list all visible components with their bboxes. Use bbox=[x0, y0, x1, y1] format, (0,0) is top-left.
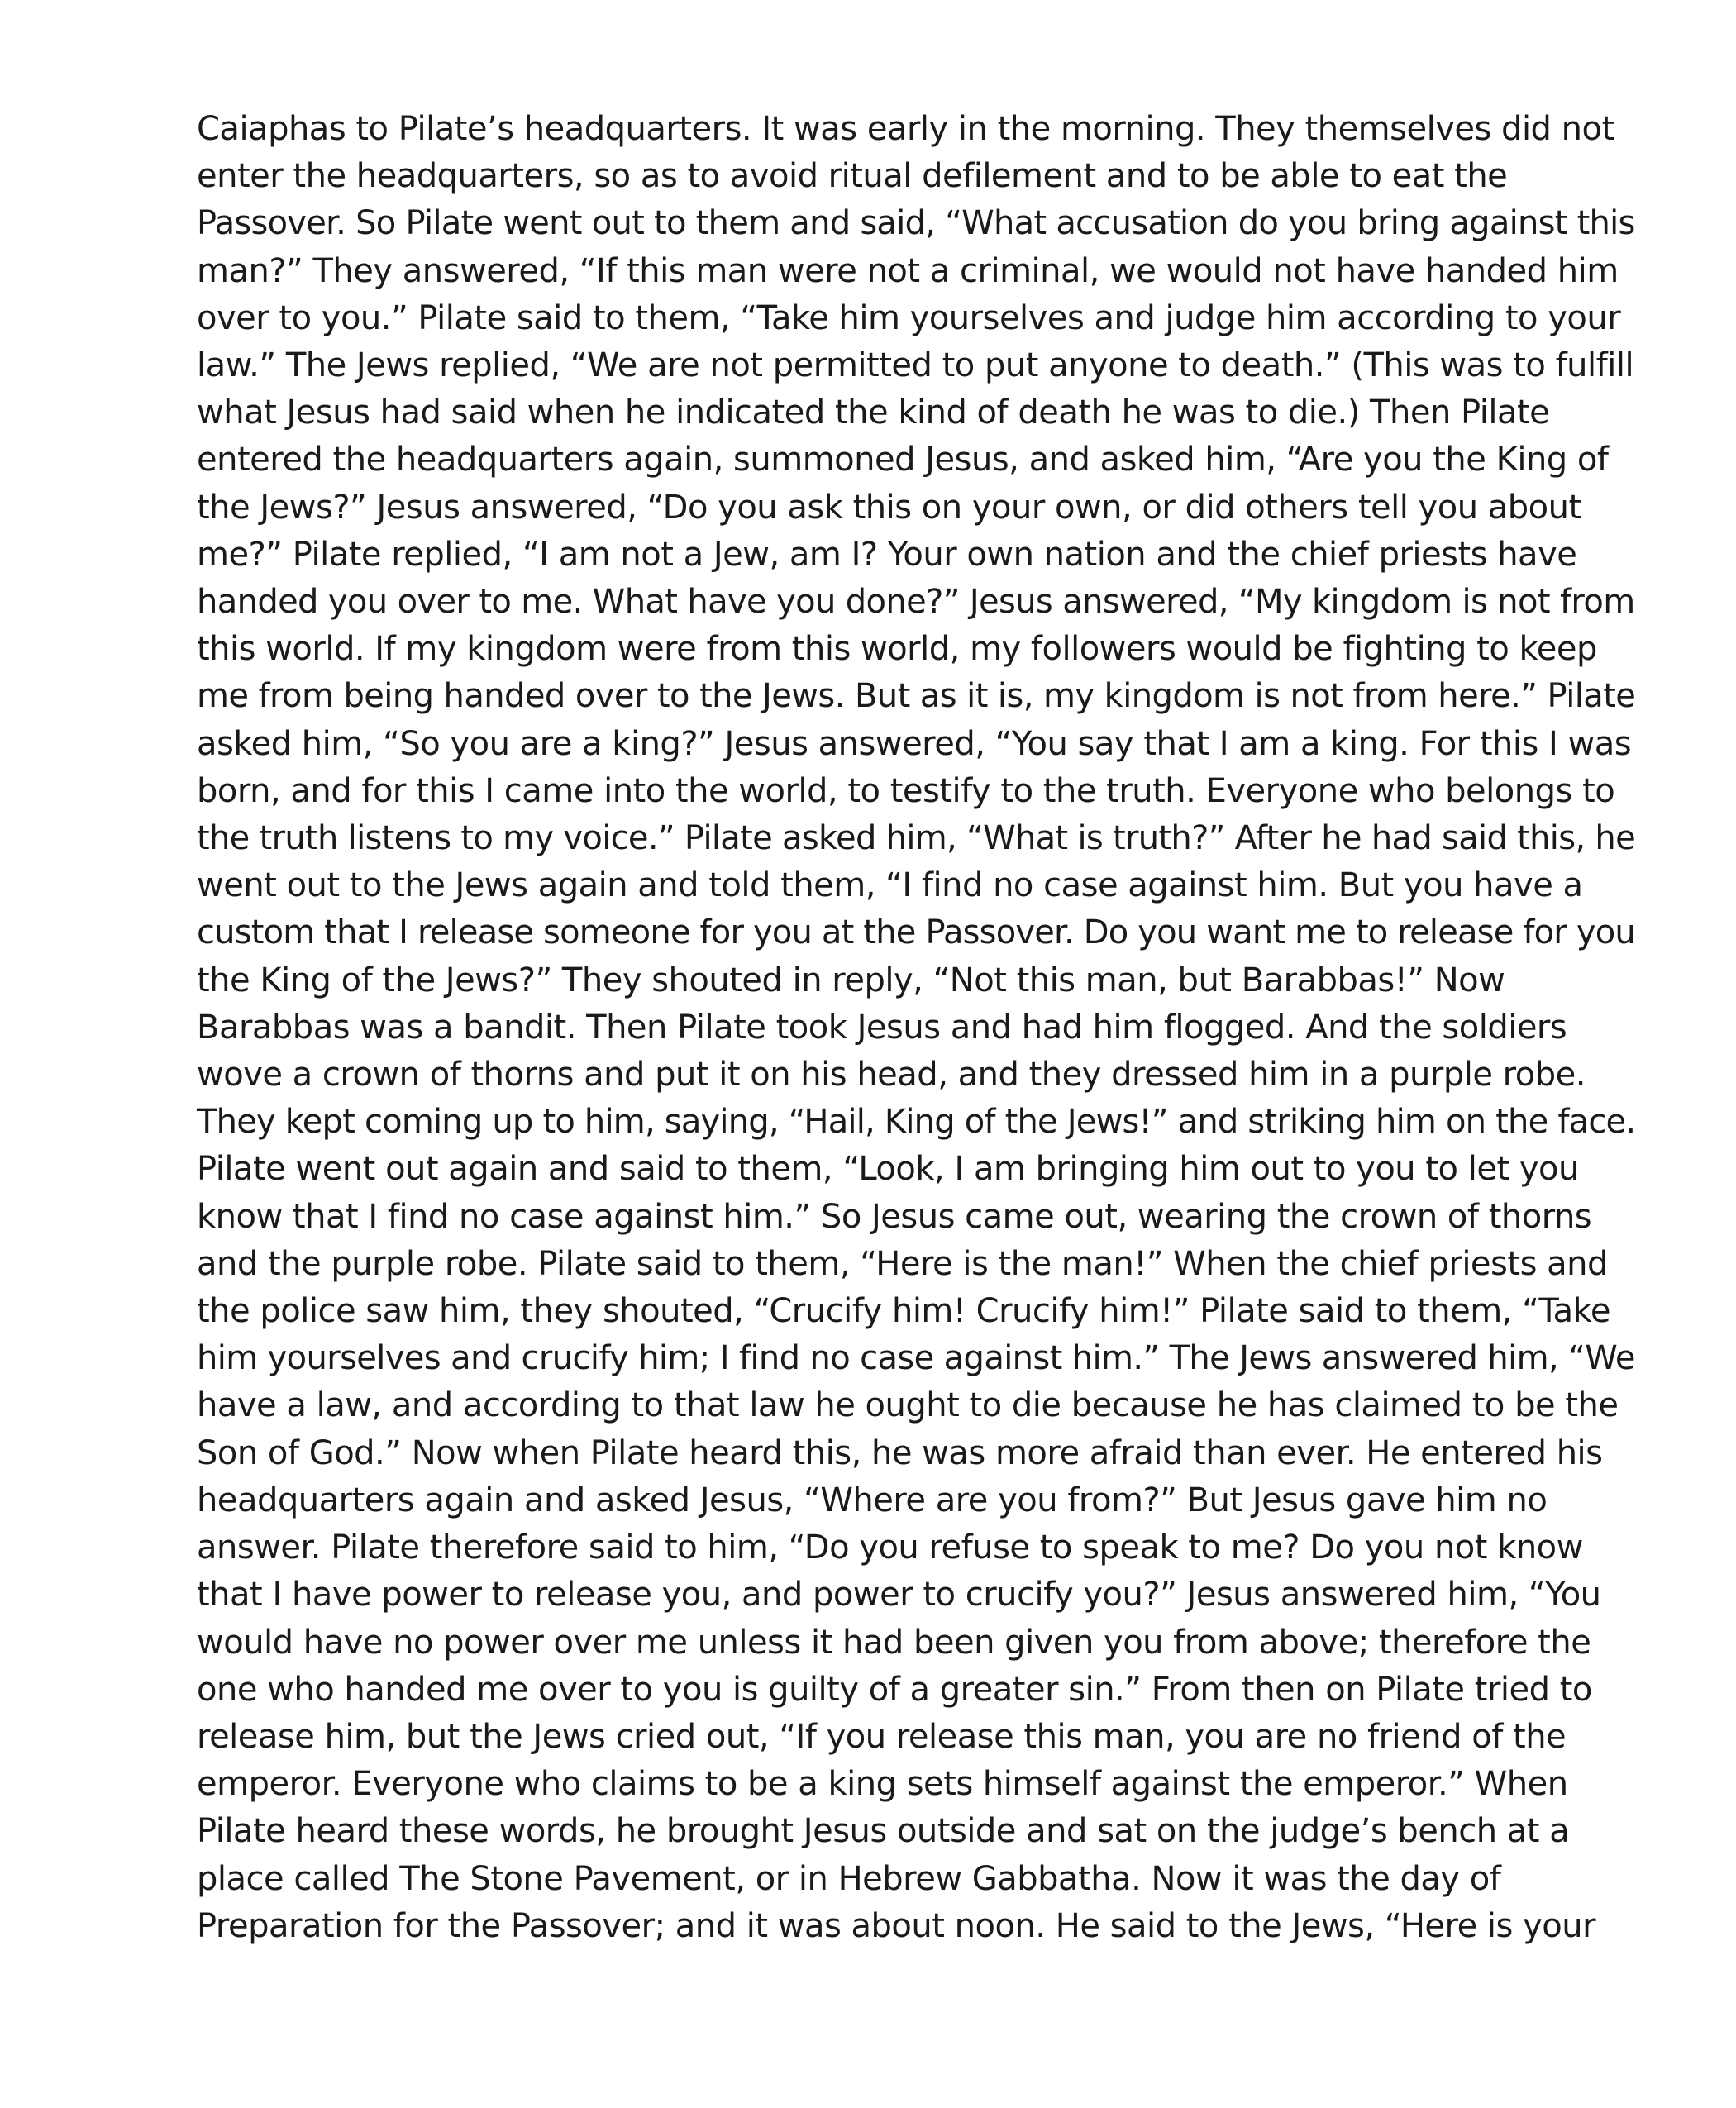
text-line: one who handed me over to you is guilty of a greater sin.” From then on Pilate tried to bbox=[197, 1670, 1592, 1709]
text-line: law.” The Jews replied, “We are not permitted to put anyone to death.” (This was to fulfill bbox=[197, 346, 1634, 385]
text-line: me?” Pilate replied, “I am not a Jew, am I? Your own nation and the chief priests have bbox=[197, 535, 1577, 574]
text-line: handed you over to me. What have you done?” Jesus answered, “My kingdom is not from bbox=[197, 583, 1635, 622]
text-line: that I have power to release you, and power to crucify you?” Jesus answered him, “You bbox=[197, 1576, 1601, 1614]
text-line: this world. If my kingdom were from this world, my followers would be fighting to keep bbox=[197, 630, 1597, 669]
text-line: Pilate heard these words, he brought Jesus outside and sat on the judge’s bench at a bbox=[197, 1812, 1570, 1851]
text-line: emperor. Everyone who claims to be a king sets himself against the emperor.” When bbox=[197, 1765, 1568, 1804]
text-line: Caiaphas to Pilate’s headquarters. It was early in the morning. They themselves did not bbox=[197, 110, 1614, 148]
text-line: the truth listens to my voice.” Pilate asked him, “What is truth?” After he had said this, he bbox=[197, 819, 1635, 858]
text-line: have a law, and according to that law he ought to die because he has claimed to be the bbox=[197, 1386, 1619, 1425]
text-line: Passover. So Pilate went out to them and said, “What accusation do you bring against this bbox=[197, 204, 1635, 243]
text-line: the King of the Jews?” They shouted in reply, “Not this man, but Barabbas!” Now bbox=[197, 961, 1505, 999]
text-line: enter the headquarters, so as to avoid ritual defilement and to be able to eat the bbox=[197, 157, 1508, 196]
text-line: would have no power over me unless it had been given you from above; therefore the bbox=[197, 1623, 1591, 1662]
text-line: what Jesus had said when he indicated the kind of death he was to die.) Then Pilate bbox=[197, 393, 1550, 432]
text-line: man?” They answered, “If this man were not a criminal, we would not have handed him bbox=[197, 251, 1619, 290]
text-line: custom that I release someone for you at the Passover. Do you want me to release for you bbox=[197, 913, 1635, 952]
text-line: the police saw him, they shouted, “Crucify him! Crucify him!” Pilate said to them, “Take bbox=[197, 1292, 1611, 1331]
text-line: asked him, “So you are a king?” Jesus answered, “You say that I am a king. For this I was bbox=[197, 724, 1632, 763]
text-line: Pilate went out again and said to them, “Look, I am bringing him out to you to let you bbox=[197, 1150, 1579, 1189]
text-line: Preparation for the Passover; and it was about noon. He said to the Jews, “Here is your bbox=[197, 1906, 1596, 1945]
text-line: went out to the Jews again and told them, “I find no case against him. But you have a bbox=[197, 866, 1583, 905]
text-line: over to you.” Pilate said to them, “Take him yourselves and judge him according to your bbox=[197, 298, 1621, 337]
text-line: know that I find no case against him.” So Jesus came out, wearing the crown of thorns bbox=[197, 1197, 1592, 1236]
text-line: him yourselves and crucify him; I find no case against him.” The Jews answered him, “We bbox=[197, 1339, 1635, 1378]
text-line: answer. Pilate therefore said to him, “Do you refuse to speak to me? Do you not know bbox=[197, 1529, 1583, 1567]
text-line: place called The Stone Pavement, or in Hebrew Gabbatha. Now it was the day of bbox=[197, 1859, 1501, 1898]
text-line: entered the headquarters again, summoned Jesus, and asked him, “Are you the King of bbox=[197, 441, 1609, 479]
text-line: Barabbas was a bandit. Then Pilate took Jesus and had him flogged. And the soldiers bbox=[197, 1008, 1567, 1047]
text-line: headquarters again and asked Jesus, “Where are you from?” But Jesus gave him no bbox=[197, 1481, 1548, 1519]
text-line: release him, but the Jews cried out, “If you release this man, you are no friend of the bbox=[197, 1717, 1567, 1756]
text-line: the Jews?” Jesus answered, “Do you ask this on your own, or did others tell you about bbox=[197, 488, 1581, 527]
text-line: born, and for this I came into the world, to testify to the truth. Everyone who belongs to bbox=[197, 771, 1615, 810]
text-line: wove a crown of thorns and put it on his head, and they dressed him in a purple robe. bbox=[197, 1056, 1586, 1095]
text-line: and the purple robe. Pilate said to them, “Here is the man!” When the chief priests and bbox=[197, 1244, 1608, 1283]
body-text bbox=[197, 106, 1635, 1950]
text-line: Son of God.” Now when Pilate heard this, he was more afraid than ever. He entered his bbox=[197, 1433, 1603, 1472]
text-line: They kept coming up to him, saying, “Hail, King of the Jews!” and striking him on the face. bbox=[197, 1103, 1636, 1142]
text-line: me from being handed over to the Jews. But as it is, my kingdom is not from here.” Pilate bbox=[197, 677, 1636, 716]
